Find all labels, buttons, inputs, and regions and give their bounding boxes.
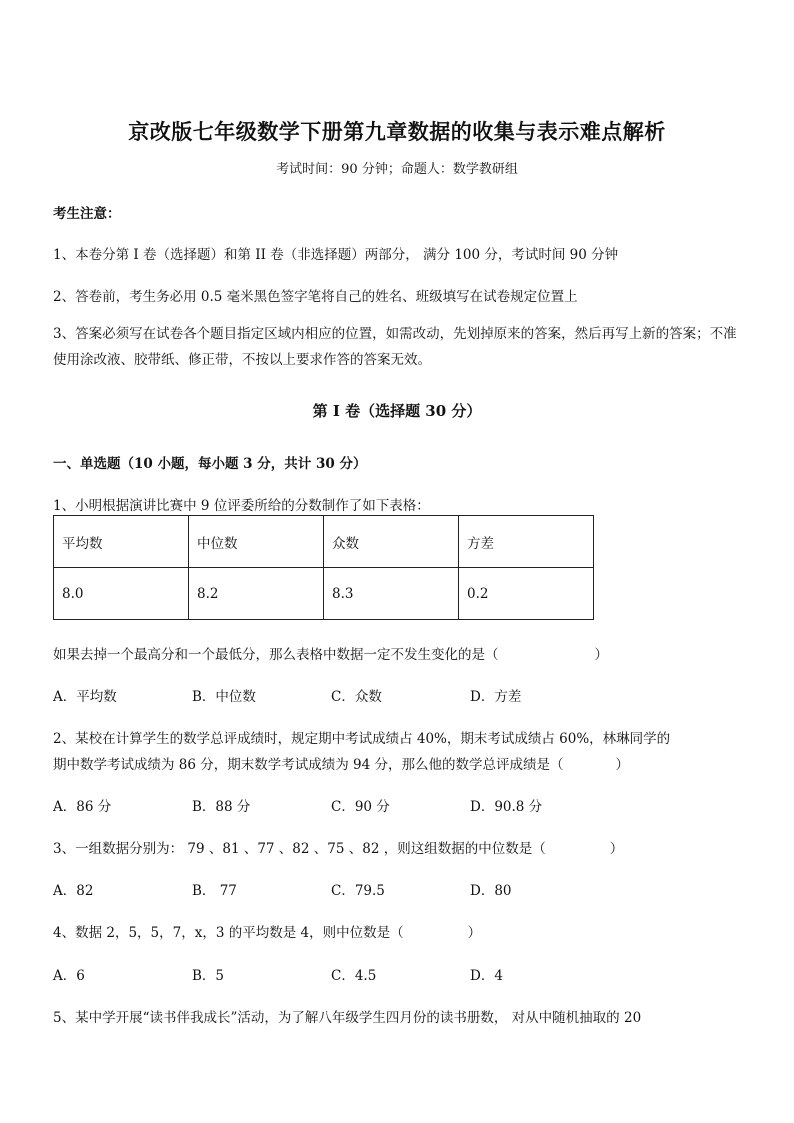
table-cell: 8.0 — [54, 568, 189, 620]
page-title: 京改版七年级数学下册第九章数据的收集与表示难点解析 — [128, 119, 666, 144]
option-d: D．90.8 分 — [470, 799, 543, 815]
question-4-options — [53, 964, 609, 984]
question-3-options — [53, 879, 609, 899]
question-2-line-1: 2、某校在计算学生的数学总评成绩时，规定期中考试成绩占 40%，期末考试成绩占 60%，林琳同学的 — [53, 731, 671, 747]
table-header-row — [54, 516, 594, 568]
question-4-stem — [53, 921, 481, 941]
table-cell: 0.2 — [459, 568, 594, 620]
score-table — [53, 515, 594, 620]
answer-paren-close: ） — [609, 841, 624, 857]
answer-paren-close: ） — [615, 757, 630, 773]
question-1-text: 如果去掉一个最高分和一个最低分，那么表格中数据一定不发生变化的是（ — [53, 647, 499, 663]
question-4-text: 4、数据 2，5，5，7，x，3 的平均数是 4，则中位数是（ — [53, 925, 404, 941]
option-c: C．众数 — [331, 689, 382, 705]
option-d: D．方差 — [470, 689, 522, 705]
question-1-options — [53, 685, 609, 705]
notice-heading: 考生注意： — [53, 206, 121, 222]
option-a: A．6 — [53, 968, 85, 984]
option-c: C．79.5 — [331, 883, 385, 899]
table-header-cell: 平均数 — [54, 516, 189, 568]
option-c: C．90 分 — [331, 799, 390, 815]
answer-paren-close: ） — [594, 647, 608, 663]
section-title: 第 I 卷（选择题 30 分） — [312, 402, 482, 420]
option-a: A．86 分 — [53, 799, 112, 815]
option-d: D．4 — [470, 968, 503, 984]
table-cell: 8.3 — [324, 568, 459, 620]
option-a: A．82 — [53, 883, 94, 899]
question-2-options — [53, 795, 609, 815]
table-row — [54, 568, 594, 620]
question-2-line-2 — [53, 753, 629, 773]
option-a: A．平均数 — [53, 689, 117, 705]
table-cell: 8.2 — [189, 568, 324, 620]
question-3-text: 3、一组数据分别为： 79 、81 、77 、82 、75 、82 ，则这组数据的中位数是（ — [53, 841, 546, 857]
option-b: B．中位数 — [192, 689, 256, 705]
table-header-cell: 方差 — [459, 516, 594, 568]
table-header-cell: 中位数 — [189, 516, 324, 568]
question-1-stem: 1、小明根据演讲比赛中 9 位评委所给的分数制作了如下表格： — [53, 498, 430, 514]
answer-paren-close: ） — [467, 925, 482, 941]
question-5-stem: 5、某中学开展“读书伴我成长”活动，为了解八年级学生四月份的读书册数， 对从中随机抽取的 20 — [53, 1010, 642, 1026]
part-heading: 一、单选题（10 小题，每小题 3 分，共计 30 分） — [53, 456, 367, 472]
option-b: B．88 分 — [192, 799, 251, 815]
notice-item-2: 2、答卷前，考生务必用 0.5 毫米黑色签字笔将自己的姓名、班级填写在试卷规定位置上 — [53, 289, 578, 305]
page-subtitle: 考试时间：90 分钟；命题人：数学教研组 — [276, 162, 518, 177]
option-d: D．80 — [470, 883, 512, 899]
table-header-cell: 众数 — [324, 516, 459, 568]
option-b: B．5 — [192, 968, 225, 984]
question-1-prompt — [53, 643, 608, 663]
option-b: B． 77 — [192, 883, 237, 899]
notice-item-3: 3、答案必须写在试卷各个题目指定区域内相应的位置，如需改动，先划掉原来的答案，然后再写上新的答案；不准使用涂改液、胶带纸、修正带，不按以上要求作答的答案无效。 — [53, 326, 737, 368]
notice-item-1: 1、本卷分第 I 卷（选择题）和第 II 卷（非选择题）两部分， 满分 100 分，考试时间 90 分钟 — [53, 247, 619, 263]
question-3-stem — [53, 837, 623, 857]
option-c: C．4.5 — [331, 968, 377, 984]
question-2-text: 期中数学考试成绩为 86 分，期末数学考试成绩为 94 分，那么他的数学总评成绩是（ — [53, 757, 564, 773]
